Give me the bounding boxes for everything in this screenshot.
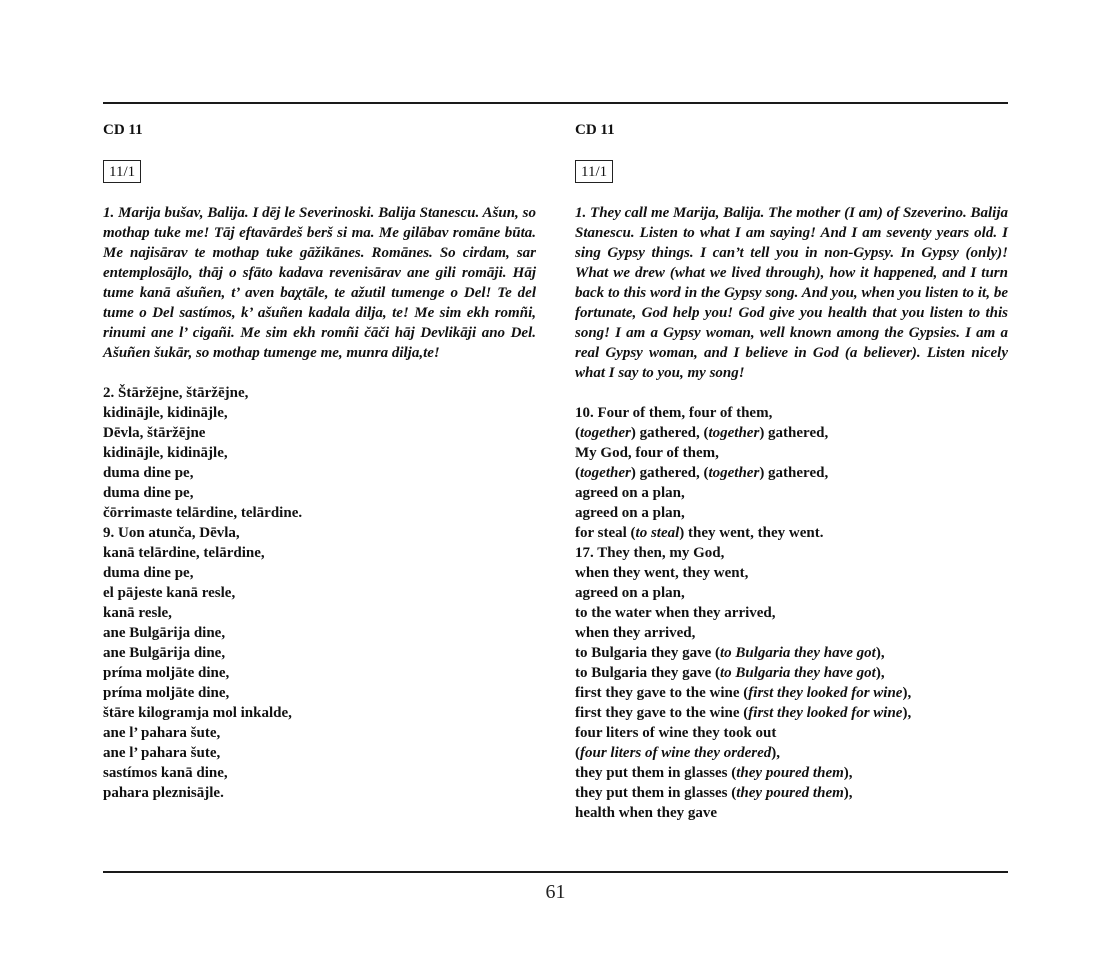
verse-text: first they gave to the wine ( [575,705,749,721]
verse-line: ane l’ pahara šute, [103,745,221,761]
verse-line: ane l’ pahara šute, [103,725,221,741]
gloss-text: four liters of wine they ordered [580,745,772,761]
verse-text: health when they gave [575,805,718,821]
verse-line: sastímos kanā dine, [103,765,228,781]
english-column [575,120,1008,823]
verse-line [575,663,1008,683]
verse-line [575,463,1008,483]
verse-line: 2. Štāržējne, štāržējne, [103,385,249,401]
verse-line [575,523,1008,543]
verse-text: to the water when they arrived, [575,605,776,621]
verse-line [575,563,1008,583]
cd-label: CD 11 [103,122,143,138]
verse-line [575,543,1008,563]
verse-text: ) they went, they went. [679,525,824,541]
gloss-text: together [580,425,631,441]
verse-line [575,643,1008,663]
verse-line [575,683,1008,703]
verse-line: ane Bulgārija dine, [103,625,226,641]
verse-text: ), [843,765,853,781]
verse-line [575,503,1008,523]
verse-line [575,483,1008,503]
verse-text: ), [902,705,912,721]
verse-text: ( [575,465,580,481]
gloss-text: first they looked for wine [748,705,903,721]
verse-text: ), [875,645,885,661]
verse-text: four liters of wine they took out [575,725,777,741]
gloss-text: they poured them [736,765,844,781]
gloss-text: to steal [635,525,680,541]
gloss-text: they poured them [736,785,844,801]
verse-line: štāre kilogramja mol inkalde, [103,705,292,721]
verse-text: to Bulgaria they gave ( [575,665,720,681]
gloss-text: together [580,465,631,481]
verse-text: they put them in glasses ( [575,785,737,801]
gloss-text: first they looked for wine [748,685,903,701]
verse-line [575,783,1008,803]
verse-line [575,723,1008,743]
verse-line: príma moljāte dine, [103,685,230,701]
track-number-box: 11/1 [575,160,613,183]
intro-paragraph: 1. They call me Marija, Balija. The mother (I am) of Szeverino. Balija Stanescu. Listen to what I am saying! And I am seventy years old. I sing Gypsy things. I can’t tell you in non-Gypsy. In Gypsy (only)! What we drew (what we lived through), how it happened, and I turn back to this word in the Gypsy song. And you, when you listen to it, be fortunate, God help you! God give you health that you listen to this song! I am a Gypsy woman, well known among the Gypsies. I am a real Gypsy woman, and I believe in God (a believer). Listen nicely what I say to you, my song! [575,205,1008,381]
verse-line: pahara pleznisājle. [103,785,224,801]
romani-column [103,120,536,803]
verse-text: agreed on a plan, [575,505,685,521]
verse-block [575,403,1008,823]
verse-text: ) gathered, ( [630,465,709,481]
verse-line [575,583,1008,603]
verse-line: Dēvla, štāržējne [103,425,206,441]
verse-text: for steal ( [575,525,636,541]
verse-line: príma moljāte dine, [103,665,230,681]
verse-line [575,603,1008,623]
verse-line: duma dine pe, [103,565,194,581]
verse-line [575,443,1008,463]
verse-text: ( [575,745,580,761]
verse-text: ) gathered, [759,465,829,481]
verse-text: My God, four of them, [575,445,719,461]
verse-text: first they gave to the wine ( [575,685,749,701]
track-number-box: 11/1 [103,160,141,183]
top-rule [103,102,1008,104]
verse-line: kanā telārdine, telārdine, [103,545,265,561]
verse-line: ane Bulgārija dine, [103,645,226,661]
verse-text: agreed on a plan, [575,585,685,601]
verse-text: ) gathered, ( [630,425,709,441]
verse-text: ), [902,685,912,701]
verse-line [575,423,1008,443]
verse-line: kidinājle, kidinājle, [103,445,228,461]
verse-block [103,383,536,803]
bottom-rule [103,871,1008,873]
verse-line: kidinājle, kidinājle, [103,405,228,421]
verse-text: ), [771,745,780,761]
verse-line: čōrrimaste telārdine, telārdine. [103,505,303,521]
verse-text: when they arrived, [575,625,696,641]
gloss-text: to Bulgaria they have got [719,665,876,681]
intro-paragraph: 1. Marija bušav, Balija. I dēj le Severinoski. Balija Stanescu. Ašun, so mothap tuke me! Tāj eftavārdeš berš si ma. Me gilābav romāne būta. Me najisārav te mothap tuke gāžikānes. Romānes. So cirdam, sar entemplosājlo, thāj o sfāto kadava revenisārav ane gili romāji. Hāj tume kanā ašuñen, t’ aven baχtāle, te ažutil tumenge o Del! Te del tume o Del sastímos, k’ ašuñen kadala dilja, te! Me sim ekh romñi, rinumi ane l’ cigañi. Me sim ekh romñi čāči hāj Devlikāji ano Del. Ašuñen šukār, so mothap tumenge me, munra dilja,te! [103,205,536,361]
gloss-text: together [708,425,760,441]
verse-line: kanā resle, [103,605,172,621]
verse-line [575,403,1008,423]
verse-text: ), [875,665,885,681]
verse-line [575,623,1008,643]
verse-text: to Bulgaria they gave ( [575,645,720,661]
verse-text: they put them in glasses ( [575,765,737,781]
verse-line: el pājeste kanā resle, [103,585,236,601]
verse-line [575,743,1008,763]
gloss-text: to Bulgaria they have got [719,645,876,661]
gloss-text: together [708,465,760,481]
verse-text: agreed on a plan, [575,485,685,501]
verse-line [575,703,1008,723]
verse-text: ), [843,785,853,801]
verse-line: 9. Uon atunča, Dēvla, [103,525,240,541]
verse-text: ) gathered, [759,425,829,441]
verse-text: ( [575,425,580,441]
cd-label: CD 11 [575,122,615,138]
verse-line: duma dine pe, [103,485,194,501]
verse-line [575,803,1008,823]
verse-line [575,763,1008,783]
verse-line: duma dine pe, [103,465,194,481]
verse-text: when they went, they went, [575,565,749,581]
page-number: 61 [545,881,566,903]
verse-text: 17. They then, my God, [575,545,725,561]
verse-text: 10. Four of them, four of them, [575,405,773,421]
